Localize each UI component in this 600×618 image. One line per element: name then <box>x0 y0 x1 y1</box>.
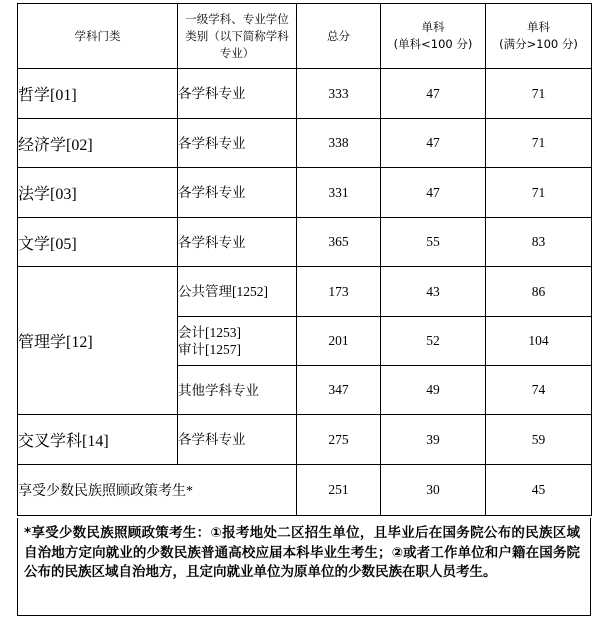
total-cell: 347 <box>297 366 381 415</box>
subject-line: 审计[1257] <box>178 342 241 357</box>
subject-cell: 各学科专业 <box>178 218 297 267</box>
header-subject: 一级学科、专业学位类别（以下简称学科专业） <box>178 4 297 69</box>
single-lt100-cell: 39 <box>381 415 486 465</box>
header-single-lt100-title: 单科 <box>421 20 445 34</box>
total-cell: 275 <box>297 415 381 465</box>
header-single-gt100-title: 单科 <box>527 20 550 34</box>
header-total: 总分 <box>297 4 381 69</box>
single-gt100-cell: 71 <box>486 119 592 168</box>
single-lt100-cell: 43 <box>381 267 486 317</box>
total-cell: 173 <box>297 267 381 317</box>
category-cell: 管理学[12] <box>18 267 178 415</box>
subject-cell: 各学科专业 <box>178 168 297 218</box>
header-single-gt100-note: (满分>100 分) <box>499 37 578 51</box>
subject-cell: 各学科专业 <box>178 415 297 465</box>
single-gt100-cell: 59 <box>486 415 592 465</box>
category-cell: 交叉学科[14] <box>18 415 178 465</box>
single-gt100-cell: 74 <box>486 366 592 415</box>
header-category: 学科门类 <box>18 4 178 69</box>
header-row <box>18 4 592 69</box>
single-gt100-cell: 71 <box>486 69 592 119</box>
single-lt100-cell: 52 <box>381 317 486 366</box>
single-gt100-cell: 45 <box>486 465 592 516</box>
category-cell: 法学[03] <box>18 168 178 218</box>
subject-cell: 各学科专业 <box>178 69 297 119</box>
single-lt100-cell: 47 <box>381 168 486 218</box>
category-cell: 哲学[01] <box>18 69 178 119</box>
table-row <box>18 465 592 516</box>
total-cell: 201 <box>297 317 381 366</box>
total-cell: 333 <box>297 69 381 119</box>
single-lt100-cell: 30 <box>381 465 486 516</box>
table-row <box>18 69 592 119</box>
header-single-lt100-note: (单科<100 分) <box>393 37 473 51</box>
subject-line: 会计[1253] <box>178 325 241 340</box>
category-cell: 经济学[02] <box>18 119 178 168</box>
single-lt100-cell: 47 <box>381 119 486 168</box>
footnote: *享受少数民族照顾政策考生：①报考地处二区招生单位，且毕业后在国务院公布的民族区域自治地方定向就业的少数民族普通高校应届本科毕业生考生；②或者工作单位和户籍在国务院公布的民族区域自治地方，且定向就业单位为原单位的少数民族在职人员考生。 <box>17 518 591 616</box>
single-gt100-cell: 104 <box>486 317 592 366</box>
score-table <box>17 3 592 516</box>
subject-cell <box>178 317 297 366</box>
subject-cell: 各学科专业 <box>178 119 297 168</box>
single-lt100-cell: 49 <box>381 366 486 415</box>
total-cell: 331 <box>297 168 381 218</box>
subject-cell: 公共管理[1252] <box>178 267 297 317</box>
single-lt100-cell: 55 <box>381 218 486 267</box>
minority-label-cell: 享受少数民族照顾政策考生* <box>18 465 297 516</box>
table-row <box>18 218 592 267</box>
single-lt100-cell: 47 <box>381 69 486 119</box>
single-gt100-cell: 86 <box>486 267 592 317</box>
total-cell: 251 <box>297 465 381 516</box>
category-cell: 文学[05] <box>18 218 178 267</box>
total-cell: 338 <box>297 119 381 168</box>
table-row <box>18 267 592 317</box>
table-row <box>18 119 592 168</box>
header-single-gt100 <box>486 4 592 69</box>
total-cell: 365 <box>297 218 381 267</box>
single-gt100-cell: 83 <box>486 218 592 267</box>
header-single-lt100 <box>381 4 486 69</box>
subject-cell: 其他学科专业 <box>178 366 297 415</box>
table-row <box>18 415 592 465</box>
single-gt100-cell: 71 <box>486 168 592 218</box>
table-row <box>18 168 592 218</box>
